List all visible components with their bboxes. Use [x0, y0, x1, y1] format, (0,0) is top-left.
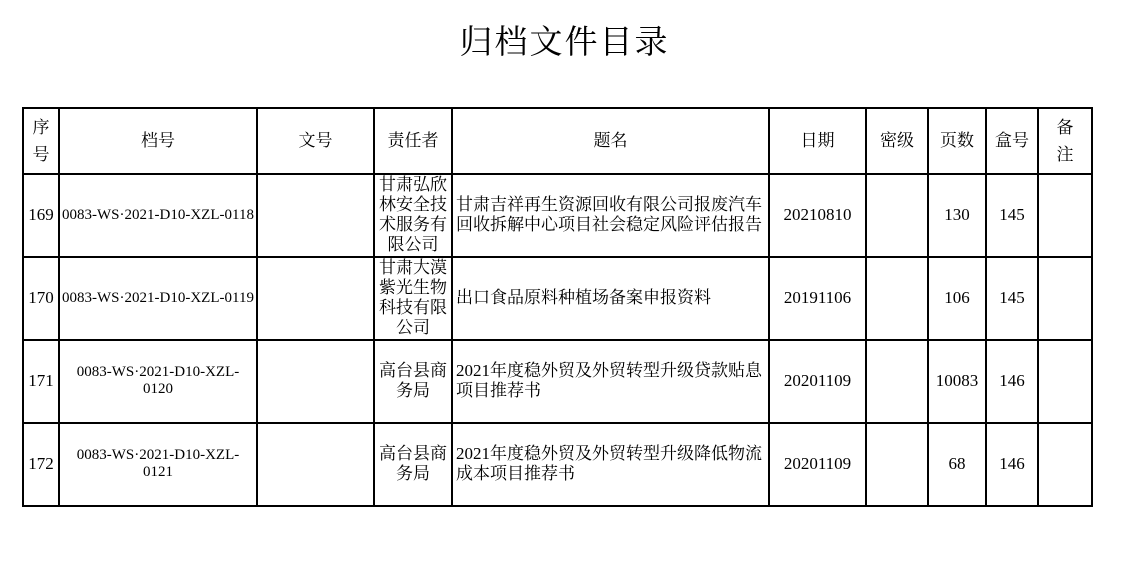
cell-date: 20201109 — [769, 423, 866, 506]
cell-pages: 68 — [928, 423, 986, 506]
cell-box: 145 — [986, 257, 1038, 340]
cell-security — [866, 174, 928, 257]
col-header-doc-no: 文号 — [257, 108, 374, 174]
archive-table — [22, 107, 1093, 507]
cell-seq: 171 — [23, 340, 59, 423]
col-header-seq-label: 序号 — [32, 117, 50, 164]
col-header-remarks — [1038, 108, 1092, 174]
cell-pages: 130 — [928, 174, 986, 257]
cell-date: 20201109 — [769, 340, 866, 423]
col-header-file-no: 档号 — [59, 108, 257, 174]
cell-box: 146 — [986, 340, 1038, 423]
col-header-responsible: 责任者 — [374, 108, 452, 174]
col-header-box: 盒号 — [986, 108, 1038, 174]
cell-doc-no — [257, 423, 374, 506]
cell-remarks — [1038, 423, 1092, 506]
cell-title: 甘肃吉祥再生资源回收有限公司报废汽车回收拆解中心项目社会稳定风险评估报告 — [452, 174, 769, 257]
col-header-seq — [23, 108, 59, 174]
cell-title: 2021年度稳外贸及外贸转型升级降低物流成本项目推荐书 — [452, 423, 769, 506]
col-header-pages: 页数 — [928, 108, 986, 174]
cell-responsible: 甘肃大漠紫光生物科技有限公司 — [374, 257, 452, 340]
cell-date: 20210810 — [769, 174, 866, 257]
table-row — [23, 340, 1092, 423]
cell-seq: 170 — [23, 257, 59, 340]
cell-security — [866, 340, 928, 423]
cell-remarks — [1038, 174, 1092, 257]
cell-seq: 172 — [23, 423, 59, 506]
table-row — [23, 174, 1092, 257]
cell-doc-no — [257, 257, 374, 340]
col-header-security: 密级 — [866, 108, 928, 174]
page-title: 归档文件目录 — [459, 25, 670, 61]
col-header-title: 题名 — [452, 108, 769, 174]
cell-remarks — [1038, 257, 1092, 340]
cell-security — [866, 257, 928, 340]
cell-pages: 10083 — [928, 340, 986, 423]
cell-doc-no — [257, 174, 374, 257]
cell-date: 20191106 — [769, 257, 866, 340]
header-row — [23, 108, 1092, 174]
col-header-date: 日期 — [769, 108, 866, 174]
cell-file-no: 0083-WS·2021-D10-XZL-0120 — [59, 340, 257, 423]
cell-pages: 106 — [928, 257, 986, 340]
cell-file-no: 0083-WS·2021-D10-XZL-0118 — [59, 174, 257, 257]
col-header-remarks-label: 备注 — [1056, 117, 1074, 164]
cell-responsible: 高台县商务局 — [374, 340, 452, 423]
cell-responsible: 高台县商务局 — [374, 423, 452, 506]
cell-seq: 169 — [23, 174, 59, 257]
table-row — [23, 257, 1092, 340]
cell-box: 146 — [986, 423, 1038, 506]
cell-box: 145 — [986, 174, 1038, 257]
cell-remarks — [1038, 340, 1092, 423]
table-row — [23, 423, 1092, 506]
cell-security — [866, 423, 928, 506]
cell-file-no: 0083-WS·2021-D10-XZL-0119 — [59, 257, 257, 340]
cell-file-no: 0083-WS·2021-D10-XZL-0121 — [59, 423, 257, 506]
cell-doc-no — [257, 340, 374, 423]
cell-title: 出口食品原料种植场备案申报资料 — [452, 257, 769, 340]
cell-title: 2021年度稳外贸及外贸转型升级贷款贴息项目推荐书 — [452, 340, 769, 423]
cell-responsible: 甘肃弘欣林安全技术服务有限公司 — [374, 174, 452, 257]
